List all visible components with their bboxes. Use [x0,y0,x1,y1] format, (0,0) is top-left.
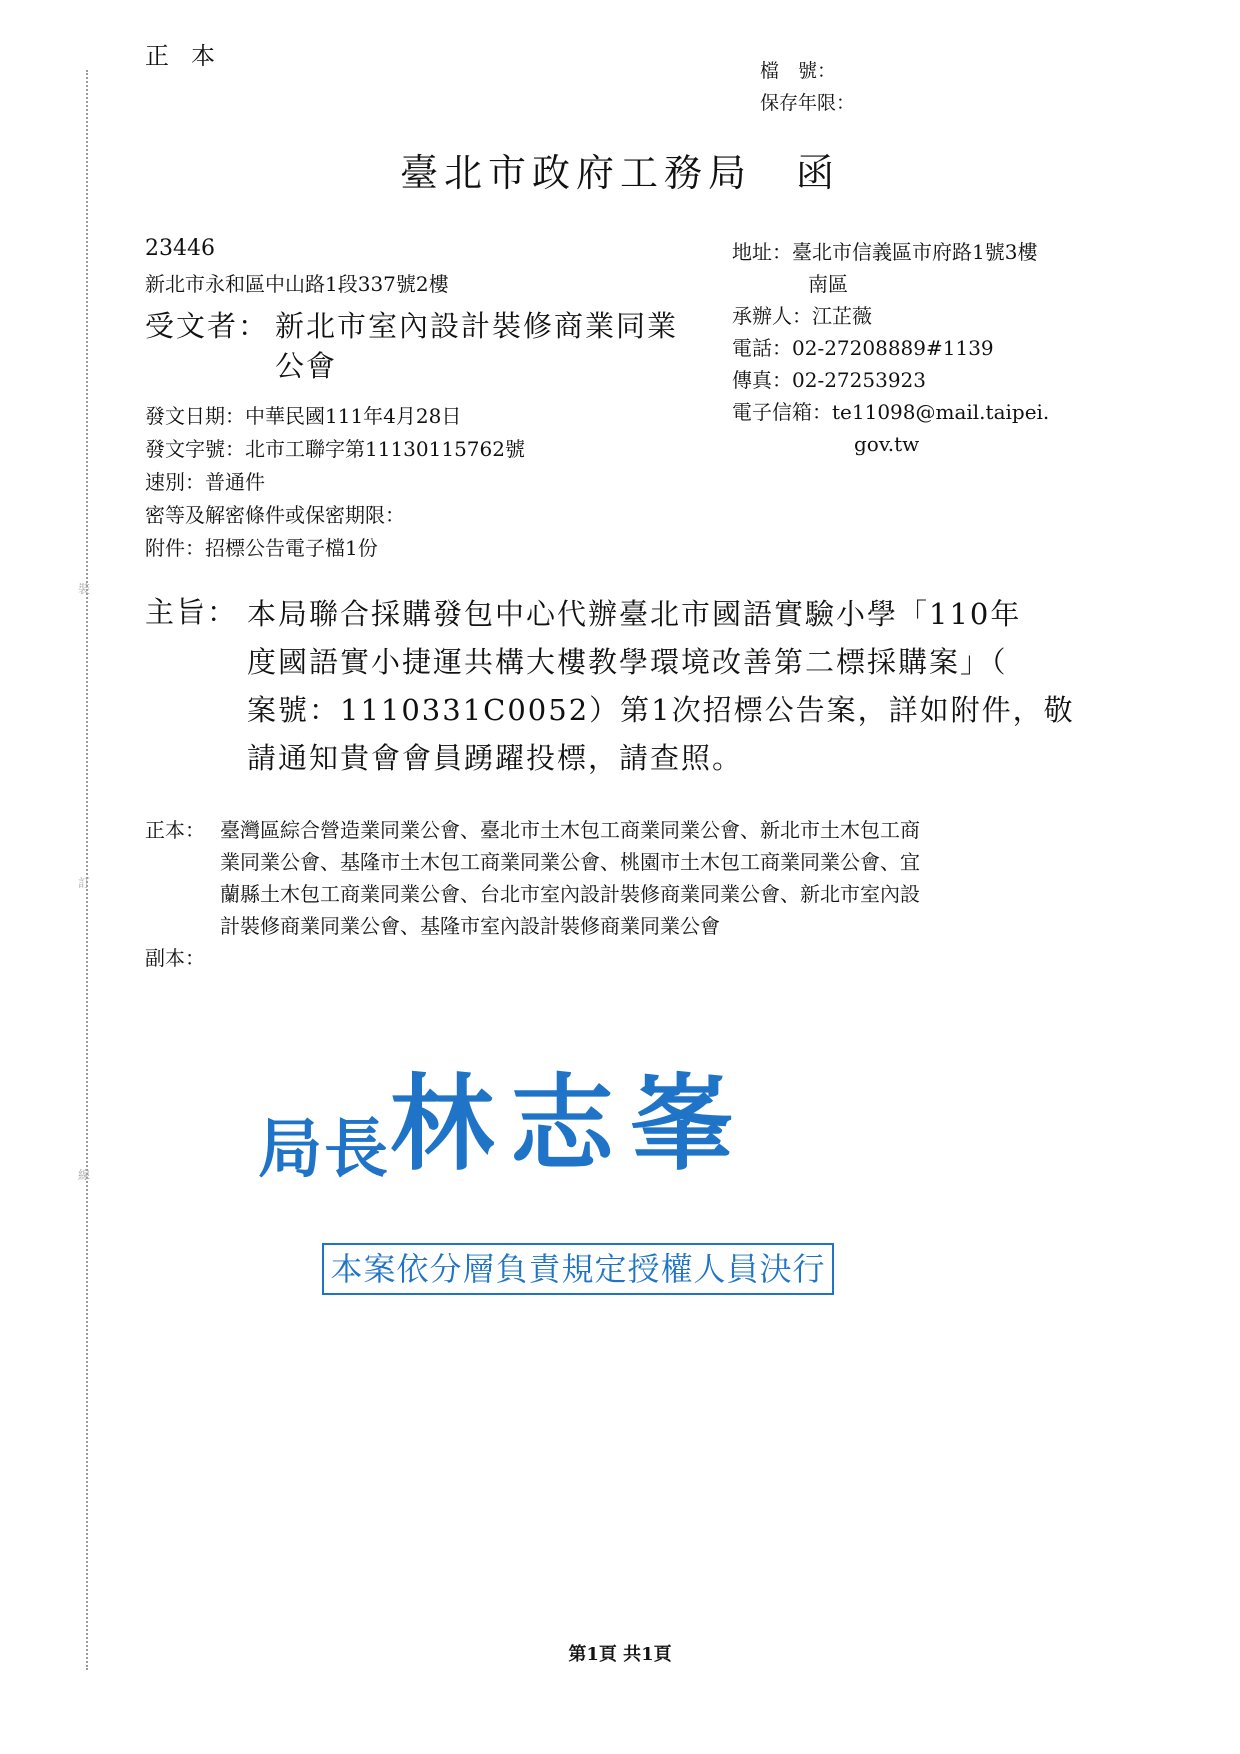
secrecy-level: 密等及解密條件或保密期限： [145,503,405,527]
document-title: 臺北市政府工務局 函 [399,151,840,195]
sender-phone-label: 電話： [732,336,792,360]
sender-phone: 02-27208889#1139 [792,336,994,360]
sender-email-line2: gov.tw [854,432,920,456]
original-recipients-line: 蘭縣土木包工商業同業公會、台北市室內設計裝修商業同業公會、新北市室內設 [220,882,920,906]
document-number: 發文字號：北市工聯字第11130115762號 [145,437,525,461]
subject-line: 案號：1110331C0052）第1次招標公告案，詳如附件，敬 [247,693,1075,727]
binding-line [86,70,88,1670]
signature-title: 局長 [258,1112,390,1187]
page-footer: 第1頁 共1頁 [568,1644,672,1665]
sender-contact-label: 承辦人： [732,304,812,328]
recipient-name-line1: 新北市室內設計裝修商業同業 [275,309,679,343]
original-recipients-line: 業同業公會、基隆市土木包工商業同業公會、桃園市土木包工商業同業公會、宜 [220,850,920,874]
recipient-label: 受文者： [145,309,270,343]
recipient-address: 新北市永和區中山路1段337號2樓 [145,272,449,296]
sender-contact-row [732,300,1049,332]
sender-address-line1: 臺北市信義區市府路1號3樓 [792,240,1038,264]
authorization-stamp: 本案依分層負責規定授權人員決行 [322,1243,834,1295]
original-copy-mark: 正本 [145,42,237,70]
binding-mark-xian: 線 [78,1168,91,1182]
sender-address-label: 地址： [732,240,792,264]
subject-line: 請通知貴會會員踴躍投標，請查照。 [247,741,744,775]
sender-address-line2: 南區 [808,272,848,296]
recipient-zip: 23446 [145,236,215,261]
subject-line: 度國語實小捷運共構大樓教學環境改善第二標採購案」（ [247,645,1008,679]
sender-fax-row [732,364,1049,396]
file-number-label: 檔 號： [760,60,837,82]
recipient-name-line2: 公會 [275,349,338,383]
original-recipients-list [220,814,920,942]
cc-label: 副本： [145,946,205,970]
retention-period-label: 保存年限： [760,92,856,114]
subject-body [247,590,1127,782]
subject-line: 本局聯合採購發包中心代辦臺北市國語實驗小學「110年 [247,597,1022,631]
sender-address-row [732,236,1049,268]
sender-fax-label: 傳真： [732,368,792,392]
sender-phone-row [732,332,1049,364]
original-recipients-label: 正本： [145,818,205,842]
binding-mark-zhuang: 裝 [78,582,91,596]
original-recipients-line: 臺灣區綜合營造業同業公會、臺北市土木包工商業同業公會、新北市土木包工商 [220,818,920,842]
sender-contact: 江芷薇 [812,304,872,328]
sender-email-line1: te11098@mail.taipei. [832,400,1050,424]
director-signature-seal [258,1040,750,1190]
delivery-speed: 速別：普通件 [145,470,265,494]
original-recipients-line: 計裝修商業同業公會、基隆市室內設計裝修商業同業公會 [220,914,720,938]
document-meta [145,400,525,565]
attachment: 附件：招標公告電子檔1份 [145,536,378,560]
sender-email-row [732,396,1049,428]
sender-email-label: 電子信箱： [732,400,832,424]
binding-mark-ding: 訂 [78,876,91,890]
signature-name: 林志峯 [390,1062,751,1185]
sender-fax: 02-27253923 [792,368,927,392]
sender-info [732,236,1049,460]
subject-label: 主旨： [145,595,239,629]
issue-date: 發文日期：中華民國111年4月28日 [145,404,462,428]
